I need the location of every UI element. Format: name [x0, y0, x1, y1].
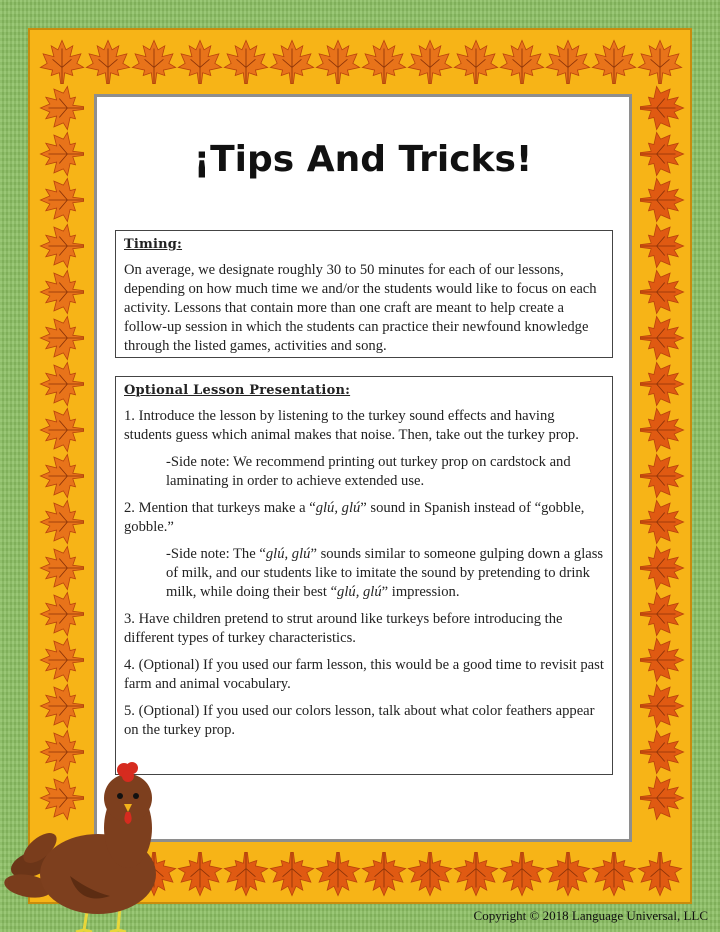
maple-leaf-icon — [640, 178, 683, 221]
maple-leaf-icon — [454, 852, 497, 895]
maple-leaf-icon — [40, 86, 83, 129]
maple-leaf-icon — [40, 178, 83, 221]
maple-leaf-icon — [224, 40, 267, 83]
maple-leaf-icon — [592, 40, 635, 83]
maple-leaf-icon — [640, 592, 683, 635]
timing-text: On average, we designate roughly 30 to 50 minutes for each of our lessons, depending on how much time we and/or the students would like to focus on each activity. Lessons that contain more than one craft are meant to help create a follow-up session in which the students can practice their newfound knowledge through the listed games, activities and song. — [124, 262, 597, 354]
maple-leaf-icon — [640, 684, 683, 727]
step-2: 2. Mention that turkeys make a “glú, glú” sound in Spanish instead of “gobble, gobble.” — [124, 500, 585, 535]
step-3: 3. Have children pretend to strut around like turkeys before introducing the different types of turkey characteristics. — [124, 611, 563, 646]
maple-leaf-icon — [40, 40, 83, 83]
maple-leaf-icon — [546, 40, 589, 83]
timing-section — [115, 230, 613, 358]
maple-leaf-icon — [500, 852, 543, 895]
maple-leaf-icon — [40, 270, 83, 313]
glu-glu-text: glú, glú — [337, 584, 382, 600]
maple-leaf-icon — [500, 40, 543, 83]
maple-leaf-icon — [640, 270, 683, 313]
maple-leaf-icon — [40, 408, 83, 451]
lesson-presentation-heading: Optional Lesson Presentation: — [124, 383, 351, 398]
maple-leaf-icon — [178, 40, 221, 83]
maple-leaf-icon — [640, 86, 683, 129]
maple-leaf-icon — [454, 40, 497, 83]
maple-leaf-icon — [40, 684, 83, 727]
side-note-1: -Side note: We recommend printing out turkey prop on cardstock and laminating in order to achieve extended use. — [166, 454, 571, 489]
maple-leaf-icon — [270, 852, 313, 895]
maple-leaf-icon — [40, 454, 83, 497]
maple-leaf-icon — [316, 852, 359, 895]
maple-leaf-icon — [40, 638, 83, 681]
maple-leaf-icon — [40, 132, 83, 175]
maple-leaf-icon — [408, 40, 451, 83]
copyright-text: Copyright © 2018 Language Universal, LLC — [473, 908, 708, 923]
page-title: ¡Tips And Tricks! — [193, 139, 533, 180]
maple-leaf-icon — [40, 592, 83, 635]
maple-leaf-icon — [640, 454, 683, 497]
maple-leaf-icon — [270, 40, 313, 83]
maple-leaf-icon — [40, 224, 83, 267]
step-1: 1. Introduce the lesson by listening to the turkey sound effects and having students guess which animal makes that noise. Then, take out the turkey prop. — [124, 408, 579, 443]
glu-glu-text: glú, glú — [315, 500, 361, 516]
maple-leaf-icon — [640, 546, 683, 589]
maple-leaf-icon — [638, 852, 681, 895]
lesson-presentation-section — [115, 376, 613, 775]
content-sheet — [94, 94, 632, 842]
step-4: 4. (Optional) If you used our farm lesson, this would be a good time to revisit past farm and animal vocabulary. — [124, 657, 604, 692]
maple-leaf-icon — [40, 362, 83, 405]
maple-leaf-icon — [640, 500, 683, 543]
side-note-2: -Side note: The “glú, glú” sounds similar to someone gulping down a glass of milk, and our students like to imitate the sound by pretending to drink milk, while doing their best “glú, glú” impression. — [166, 546, 604, 600]
turkey-illustration — [0, 756, 200, 932]
maple-leaf-icon — [640, 132, 683, 175]
maple-leaf-icon — [638, 40, 681, 83]
maple-leaf-icon — [640, 362, 683, 405]
maple-leaf-icon — [40, 546, 83, 589]
maple-leaf-icon — [40, 316, 83, 359]
maple-leaf-icon — [640, 776, 683, 819]
maple-leaf-icon — [546, 852, 589, 895]
maple-leaf-icon — [408, 852, 451, 895]
maple-leaf-icon — [640, 638, 683, 681]
maple-leaf-icon — [640, 224, 683, 267]
glu-glu-text: glú, glú — [265, 546, 311, 562]
maple-leaf-icon — [86, 40, 129, 83]
maple-leaf-icon — [40, 500, 83, 543]
maple-leaf-icon — [640, 730, 683, 773]
step-5: 5. (Optional) If you used our colors lesson, talk about what color feathers appear on the turkey prop. — [124, 703, 595, 738]
timing-heading: Timing: — [124, 237, 183, 252]
maple-leaf-icon — [316, 40, 359, 83]
maple-leaf-icon — [362, 40, 405, 83]
maple-leaf-icon — [640, 316, 683, 359]
maple-leaf-icon — [224, 852, 267, 895]
maple-leaf-icon — [592, 852, 635, 895]
maple-leaf-icon — [640, 408, 683, 451]
maple-leaf-icon — [362, 852, 405, 895]
maple-leaf-icon — [132, 40, 175, 83]
